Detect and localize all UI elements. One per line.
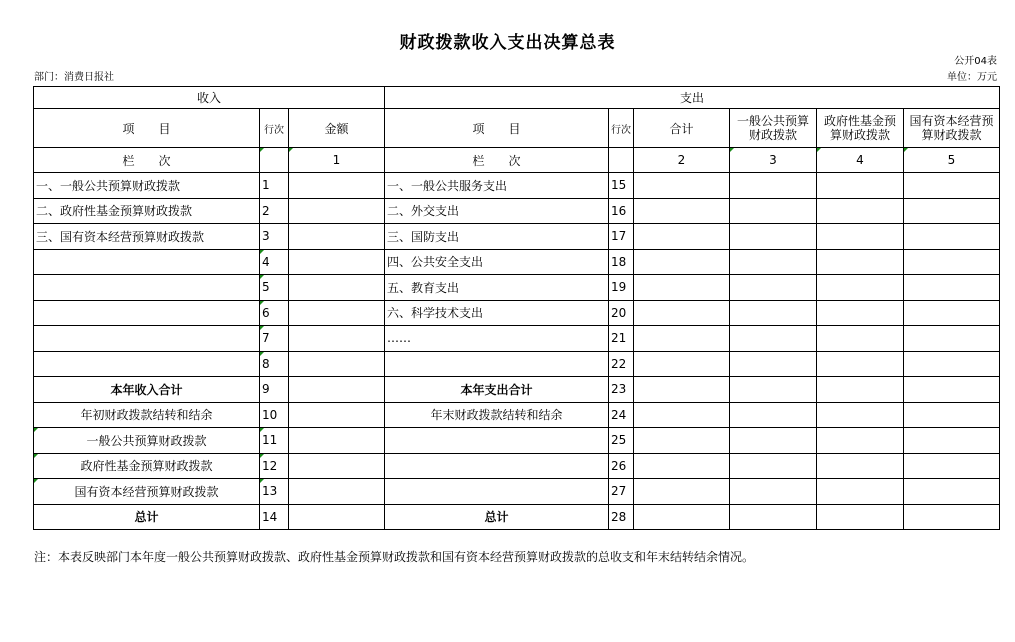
expense-state-cell — [904, 402, 1000, 428]
income-amount-cell — [289, 504, 385, 530]
expense-fund-cell — [817, 275, 904, 301]
expense-state-cell — [904, 173, 1000, 199]
income-item-cell — [34, 326, 260, 352]
expense-general-cell — [730, 173, 817, 199]
header-row-sections — [34, 87, 1000, 109]
expense-total-cell — [634, 275, 730, 301]
column-label-income: 栏 次 — [34, 148, 260, 173]
expense-row-no-cell: 24 — [609, 402, 634, 428]
expense-state-cell — [904, 198, 1000, 224]
blank-cell — [609, 148, 634, 173]
expense-row-no-header: 行次 — [609, 109, 634, 148]
column-number-1: 1 — [289, 148, 385, 173]
expense-total-cell — [634, 198, 730, 224]
expense-general-cell — [730, 275, 817, 301]
income-amount-cell — [289, 198, 385, 224]
expense-fund-cell — [817, 479, 904, 505]
income-amount-cell — [289, 326, 385, 352]
income-row-no-cell: 12 — [260, 453, 289, 479]
footnote: 注：本表反映部门本年度一般公共预算财政拨款、政府性基金预算财政拨款和国有资本经营预算财政拨款的总收支和年末结转结余情况。 — [34, 550, 755, 564]
expense-total-cell — [634, 300, 730, 326]
expense-fund-cell — [817, 351, 904, 377]
income-amount-cell — [289, 351, 385, 377]
column-number-2: 2 — [634, 148, 730, 173]
expense-state-cell — [904, 224, 1000, 250]
table-row — [34, 300, 1000, 326]
expense-total-cell — [634, 173, 730, 199]
income-row-no-cell: 7 — [260, 326, 289, 352]
income-amount-cell — [289, 224, 385, 250]
expense-fund-cell — [817, 249, 904, 275]
income-item-cell: 一般公共预算财政拨款 — [34, 428, 260, 454]
table-row — [34, 504, 1000, 530]
income-item-cell: 三、国有资本经营预算财政拨款 — [34, 224, 260, 250]
expense-state-cell — [904, 326, 1000, 352]
expense-row-no-cell: 16 — [609, 198, 634, 224]
expense-item-cell: 总计 — [385, 504, 609, 530]
income-row-no-cell: 14 — [260, 504, 289, 530]
income-row-no-cell: 8 — [260, 351, 289, 377]
column-number-5: 5 — [904, 148, 1000, 173]
expense-item-cell: 一、一般公共服务支出 — [385, 173, 609, 199]
expense-item-cell — [385, 428, 609, 454]
income-item-cell: 一、一般公共预算财政拨款 — [34, 173, 260, 199]
income-item-header: 项 目 — [34, 109, 260, 148]
expense-state-cell — [904, 504, 1000, 530]
expense-row-no-cell: 26 — [609, 453, 634, 479]
header-row-columns — [34, 109, 1000, 148]
column-label-expense: 栏 次 — [385, 148, 609, 173]
income-row-no-cell: 6 — [260, 300, 289, 326]
expense-state-cell — [904, 300, 1000, 326]
expense-state-cell — [904, 453, 1000, 479]
expense-fund-cell — [817, 173, 904, 199]
header-row-column-numbers — [34, 148, 1000, 173]
expense-total-cell — [634, 351, 730, 377]
expense-total-cell — [634, 224, 730, 250]
income-amount-cell — [289, 428, 385, 454]
table-row — [34, 351, 1000, 377]
table-row — [34, 402, 1000, 428]
table-row — [34, 453, 1000, 479]
expense-item-cell: 年末财政拨款结转和结余 — [385, 402, 609, 428]
income-row-no-cell: 4 — [260, 249, 289, 275]
expense-state-cell — [904, 428, 1000, 454]
expense-total-cell — [634, 326, 730, 352]
expense-item-cell: …… — [385, 326, 609, 352]
expense-general-cell — [730, 224, 817, 250]
expense-item-cell: 三、国防支出 — [385, 224, 609, 250]
expense-general-cell — [730, 377, 817, 403]
blank-cell — [260, 148, 289, 173]
expense-total-cell — [634, 249, 730, 275]
expense-total-cell — [634, 402, 730, 428]
expense-general-cell — [730, 453, 817, 479]
expense-general-cell — [730, 198, 817, 224]
expense-total-cell — [634, 377, 730, 403]
expense-row-no-cell: 22 — [609, 351, 634, 377]
expense-total-cell — [634, 428, 730, 454]
expense-item-cell — [385, 453, 609, 479]
income-item-cell: 总计 — [34, 504, 260, 530]
expense-fund-cell — [817, 224, 904, 250]
expense-row-no-cell: 19 — [609, 275, 634, 301]
fund-budget-header: 政府性基金预算财政拨款 — [817, 109, 904, 148]
income-row-no-cell: 2 — [260, 198, 289, 224]
page-title: 财政拨款收入支出决算总表 — [399, 33, 616, 53]
expense-row-no-cell: 21 — [609, 326, 634, 352]
budget-table — [33, 86, 1000, 530]
income-row-no-header: 行次 — [260, 109, 289, 148]
expense-state-cell — [904, 377, 1000, 403]
expense-item-cell — [385, 479, 609, 505]
expense-item-cell: 六、科学技术支出 — [385, 300, 609, 326]
table-row — [34, 326, 1000, 352]
department-label: 部门：消费日报社 — [34, 72, 114, 83]
income-amount-cell — [289, 173, 385, 199]
expense-general-cell — [730, 326, 817, 352]
income-item-cell: 年初财政拨款结转和结余 — [34, 402, 260, 428]
expense-fund-cell — [817, 300, 904, 326]
form-number: 公开04表 — [954, 56, 997, 67]
income-amount-cell — [289, 300, 385, 326]
expense-item-cell — [385, 351, 609, 377]
expense-fund-cell — [817, 198, 904, 224]
expense-total-cell — [634, 453, 730, 479]
income-item-cell — [34, 249, 260, 275]
expense-general-cell — [730, 428, 817, 454]
income-item-cell — [34, 351, 260, 377]
income-row-no-cell: 10 — [260, 402, 289, 428]
column-number-3: 3 — [730, 148, 817, 173]
income-amount-cell — [289, 275, 385, 301]
table-row — [34, 377, 1000, 403]
income-amount-cell — [289, 249, 385, 275]
income-item-cell: 国有资本经营预算财政拨款 — [34, 479, 260, 505]
income-row-no-cell: 3 — [260, 224, 289, 250]
expense-item-header: 项 目 — [385, 109, 609, 148]
expense-general-cell — [730, 402, 817, 428]
expense-row-no-cell: 17 — [609, 224, 634, 250]
expense-header: 支出 — [385, 87, 1000, 109]
income-amount-cell — [289, 479, 385, 505]
expense-fund-cell — [817, 402, 904, 428]
expense-row-no-cell: 18 — [609, 249, 634, 275]
expense-row-no-cell: 20 — [609, 300, 634, 326]
income-row-no-cell: 5 — [260, 275, 289, 301]
income-row-no-cell: 9 — [260, 377, 289, 403]
table-row — [34, 198, 1000, 224]
expense-state-cell — [904, 275, 1000, 301]
state-capital-header: 国有资本经营预算财政拨款 — [904, 109, 1000, 148]
income-row-no-cell: 11 — [260, 428, 289, 454]
expense-item-cell: 二、外交支出 — [385, 198, 609, 224]
income-item-cell: 政府性基金预算财政拨款 — [34, 453, 260, 479]
general-budget-header: 一般公共预算财政拨款 — [730, 109, 817, 148]
income-item-cell: 本年收入合计 — [34, 377, 260, 403]
amount-header: 金额 — [289, 109, 385, 148]
income-row-no-cell: 13 — [260, 479, 289, 505]
expense-total-cell — [634, 479, 730, 505]
expense-fund-cell — [817, 504, 904, 530]
expense-item-cell: 四、公共安全支出 — [385, 249, 609, 275]
expense-general-cell — [730, 479, 817, 505]
expense-state-cell — [904, 479, 1000, 505]
expense-row-no-cell: 23 — [609, 377, 634, 403]
income-row-no-cell: 1 — [260, 173, 289, 199]
expense-state-cell — [904, 351, 1000, 377]
income-item-cell — [34, 275, 260, 301]
expense-fund-cell — [817, 326, 904, 352]
total-header: 合计 — [634, 109, 730, 148]
income-header: 收入 — [34, 87, 385, 109]
income-item-cell: 二、政府性基金预算财政拨款 — [34, 198, 260, 224]
income-amount-cell — [289, 402, 385, 428]
expense-state-cell — [904, 249, 1000, 275]
expense-general-cell — [730, 249, 817, 275]
expense-total-cell — [634, 504, 730, 530]
table-row — [34, 275, 1000, 301]
expense-fund-cell — [817, 428, 904, 454]
income-amount-cell — [289, 453, 385, 479]
expense-general-cell — [730, 504, 817, 530]
table-row — [34, 249, 1000, 275]
unit-label: 单位：万元 — [947, 72, 997, 83]
expense-item-cell: 本年支出合计 — [385, 377, 609, 403]
expense-row-no-cell: 27 — [609, 479, 634, 505]
expense-general-cell — [730, 300, 817, 326]
expense-fund-cell — [817, 377, 904, 403]
table-row — [34, 479, 1000, 505]
expense-fund-cell — [817, 453, 904, 479]
column-number-4: 4 — [817, 148, 904, 173]
expense-row-no-cell: 25 — [609, 428, 634, 454]
income-amount-cell — [289, 377, 385, 403]
income-item-cell — [34, 300, 260, 326]
expense-row-no-cell: 28 — [609, 504, 634, 530]
table-row — [34, 173, 1000, 199]
expense-general-cell — [730, 351, 817, 377]
expense-row-no-cell: 15 — [609, 173, 634, 199]
table-row — [34, 224, 1000, 250]
expense-item-cell: 五、教育支出 — [385, 275, 609, 301]
table-row — [34, 428, 1000, 454]
